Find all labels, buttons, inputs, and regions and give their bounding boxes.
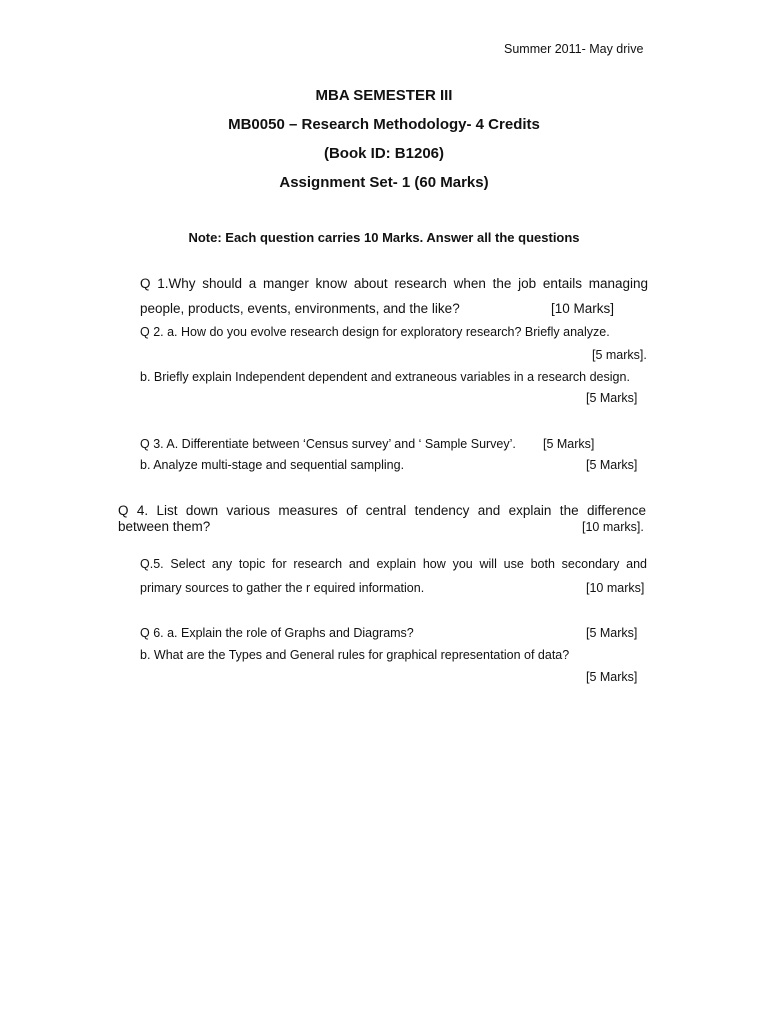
course-title: MB0050 – Research Methodology- 4 Credits — [228, 116, 540, 133]
q1-line1: Q 1.Why should a manger know about research when the job entails managing — [140, 276, 648, 291]
q4-marks: [10 marks]. — [582, 520, 644, 534]
q6-part-a: Q 6. a. Explain the role of Graphs and Diagrams? — [140, 626, 414, 640]
q3-part-a-marks: [5 Marks] — [543, 437, 595, 451]
assignment-title: Assignment Set- 1 (60 Marks) — [279, 174, 489, 191]
q6-part-b-marks: [5 Marks] — [586, 670, 638, 684]
q5-marks: [10 marks] — [586, 581, 645, 595]
q3-part-a: Q 3. A. Differentiate between ‘Census survey’ and ‘ Sample Survey’. — [140, 437, 516, 451]
q5-line2: primary sources to gather the r equired information. — [140, 581, 425, 595]
q4-line1: Q 4. List down various measures of central tendency and explain the difference — [118, 503, 646, 518]
q1-line2: people, products, events, environments, and the like? — [140, 301, 460, 316]
q6-part-b: b. What are the Types and General rules for graphical representation of data? — [140, 648, 570, 662]
q2-part-b: b. Briefly explain Independent dependent and extraneous variables in a research design. — [140, 370, 630, 384]
q5-line1: Q.5. Select any topic for research and explain how you will use both secondary and — [140, 557, 647, 571]
q3-part-b-marks: [5 Marks] — [586, 458, 638, 472]
book-id: (Book ID: B1206) — [323, 145, 445, 162]
q1-marks: [10 Marks] — [551, 301, 615, 316]
q2-part-b-marks: [5 Marks] — [586, 391, 638, 405]
q2-part-a: Q 2. a. How do you evolve research design for exploratory research? Briefly analyze. — [140, 325, 610, 339]
q6-part-a-marks: [5 Marks] — [586, 626, 638, 640]
q2-part-a-marks: [5 marks]. — [592, 348, 647, 362]
semester-title: MBA SEMESTER III — [315, 87, 453, 104]
q4-line2: between them? — [118, 519, 211, 534]
drive-label: Summer 2011- May drive — [504, 42, 644, 56]
note-text: Note: Each question carries 10 Marks. Answer all the questions — [188, 230, 580, 245]
q3-part-b: b. Analyze multi-stage and sequential sampling. — [140, 458, 405, 472]
